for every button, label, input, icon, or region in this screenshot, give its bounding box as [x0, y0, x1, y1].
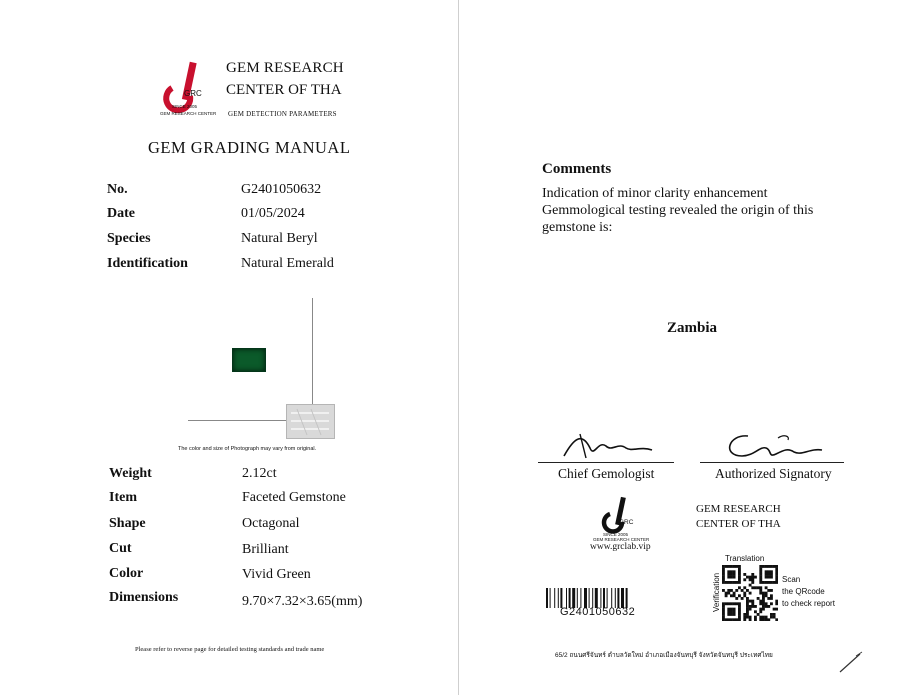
page-fold: [458, 0, 459, 695]
qr-side-label: Verification: [712, 572, 721, 612]
grc-logo-since: SINCE 2005: [172, 104, 198, 109]
qr-instructions: [782, 574, 835, 610]
website-url: www.grclab.vip: [590, 542, 651, 552]
org-name-line1: GEM RESEARCH: [226, 60, 344, 76]
authorized-signatory-signature: [718, 430, 828, 462]
detail-value-weight: 2.12ct: [242, 466, 277, 481]
detail-label-color: Color: [109, 566, 144, 581]
qr-instruction-line-2: the QRcode: [782, 587, 825, 596]
reverse-page-note: Please refer to reverse page for detailed testing standards and trade name: [135, 646, 325, 653]
grc-logo-right-text: GRC: [619, 519, 634, 526]
detail-value-item: Faceted Gemstone: [242, 490, 346, 505]
comment-line-1: Indication of minor clarity enhancement: [542, 186, 768, 201]
chief-gemologist-signature: [560, 428, 656, 462]
authorized-signatory-caption: Authorized Signatory: [715, 466, 832, 481]
grc-logo-text: GRC: [184, 89, 202, 98]
field-value-number: G2401050632: [241, 182, 322, 197]
comments-title: Comments: [542, 161, 612, 177]
photo-horizontal-line: [188, 420, 286, 421]
org-name-right-line1: GEM RESEARCH: [696, 503, 781, 515]
field-label-number: No.: [107, 182, 128, 197]
field-value-species: Natural Beryl: [241, 231, 318, 246]
barcode-number: G2401050632: [560, 606, 636, 618]
detail-value-cut: Brilliant: [242, 542, 289, 557]
chief-gemologist-signature-line: [538, 462, 674, 463]
detail-value-shape: Octagonal: [242, 516, 300, 531]
barcode: [546, 588, 670, 608]
qr-title: Translation: [725, 554, 765, 563]
grc-logo-right-subtitle: GEM RESEARCH CENTER: [593, 537, 650, 542]
qr-instruction-line-1: Scan: [782, 575, 801, 584]
org-subtitle: GEM DETECTION PARAMETERS: [228, 110, 337, 118]
field-value-date: 01/05/2024: [241, 206, 305, 221]
comment-line-2: Gemmological testing revealed the origin of this: [542, 203, 814, 218]
detail-value-color: Vivid Green: [242, 567, 311, 582]
grc-logo-right: [600, 496, 640, 536]
field-label-date: Date: [107, 206, 135, 221]
field-label-species: Species: [107, 231, 151, 246]
document-title: GEM GRADING MANUAL: [148, 138, 351, 157]
hologram-pattern: [287, 405, 334, 438]
grc-hologram-seal: [286, 404, 335, 439]
chief-gemologist-caption: Chief Gemologist: [558, 466, 655, 481]
grc-logo-subtitle: GEM RESEARCH CENTER: [160, 111, 217, 116]
detail-value-dimensions: 9.70×7.32×3.65(mm): [242, 594, 363, 609]
comment-line-3: gemstone is:: [542, 220, 613, 235]
org-name-line2: CENTER OF THA: [226, 82, 342, 98]
qr-instruction-line-3: to check report: [782, 599, 835, 608]
detail-label-weight: Weight: [109, 466, 152, 481]
origin-value: Zambia: [667, 320, 718, 336]
lab-address: 65/2 ถนนศรีจันทร์ ตำบลวัดใหม่ อำเภอเมืองจันทบุรี จังหวัดจันทบุรี ประเทศไทย: [555, 652, 773, 659]
detail-label-item: Item: [109, 490, 137, 505]
detail-label-cut: Cut: [109, 541, 132, 556]
field-label-identification: Identification: [107, 256, 188, 271]
authorized-signatory-signature-line: [700, 462, 844, 463]
qr-code[interactable]: [722, 565, 778, 621]
field-value-identification: Natural Emerald: [241, 256, 334, 271]
org-name-right-line2: CENTER OF THA: [696, 518, 781, 530]
detail-label-shape: Shape: [109, 516, 146, 531]
detail-label-dimensions: Dimensions: [109, 590, 179, 605]
photo-note: The color and size of Photograph may vary from original.: [178, 446, 317, 452]
pen-mark-icon: [838, 650, 864, 674]
grc-logo-right-since: SINCE 2005: [603, 532, 629, 537]
emerald-photo: [232, 348, 266, 372]
